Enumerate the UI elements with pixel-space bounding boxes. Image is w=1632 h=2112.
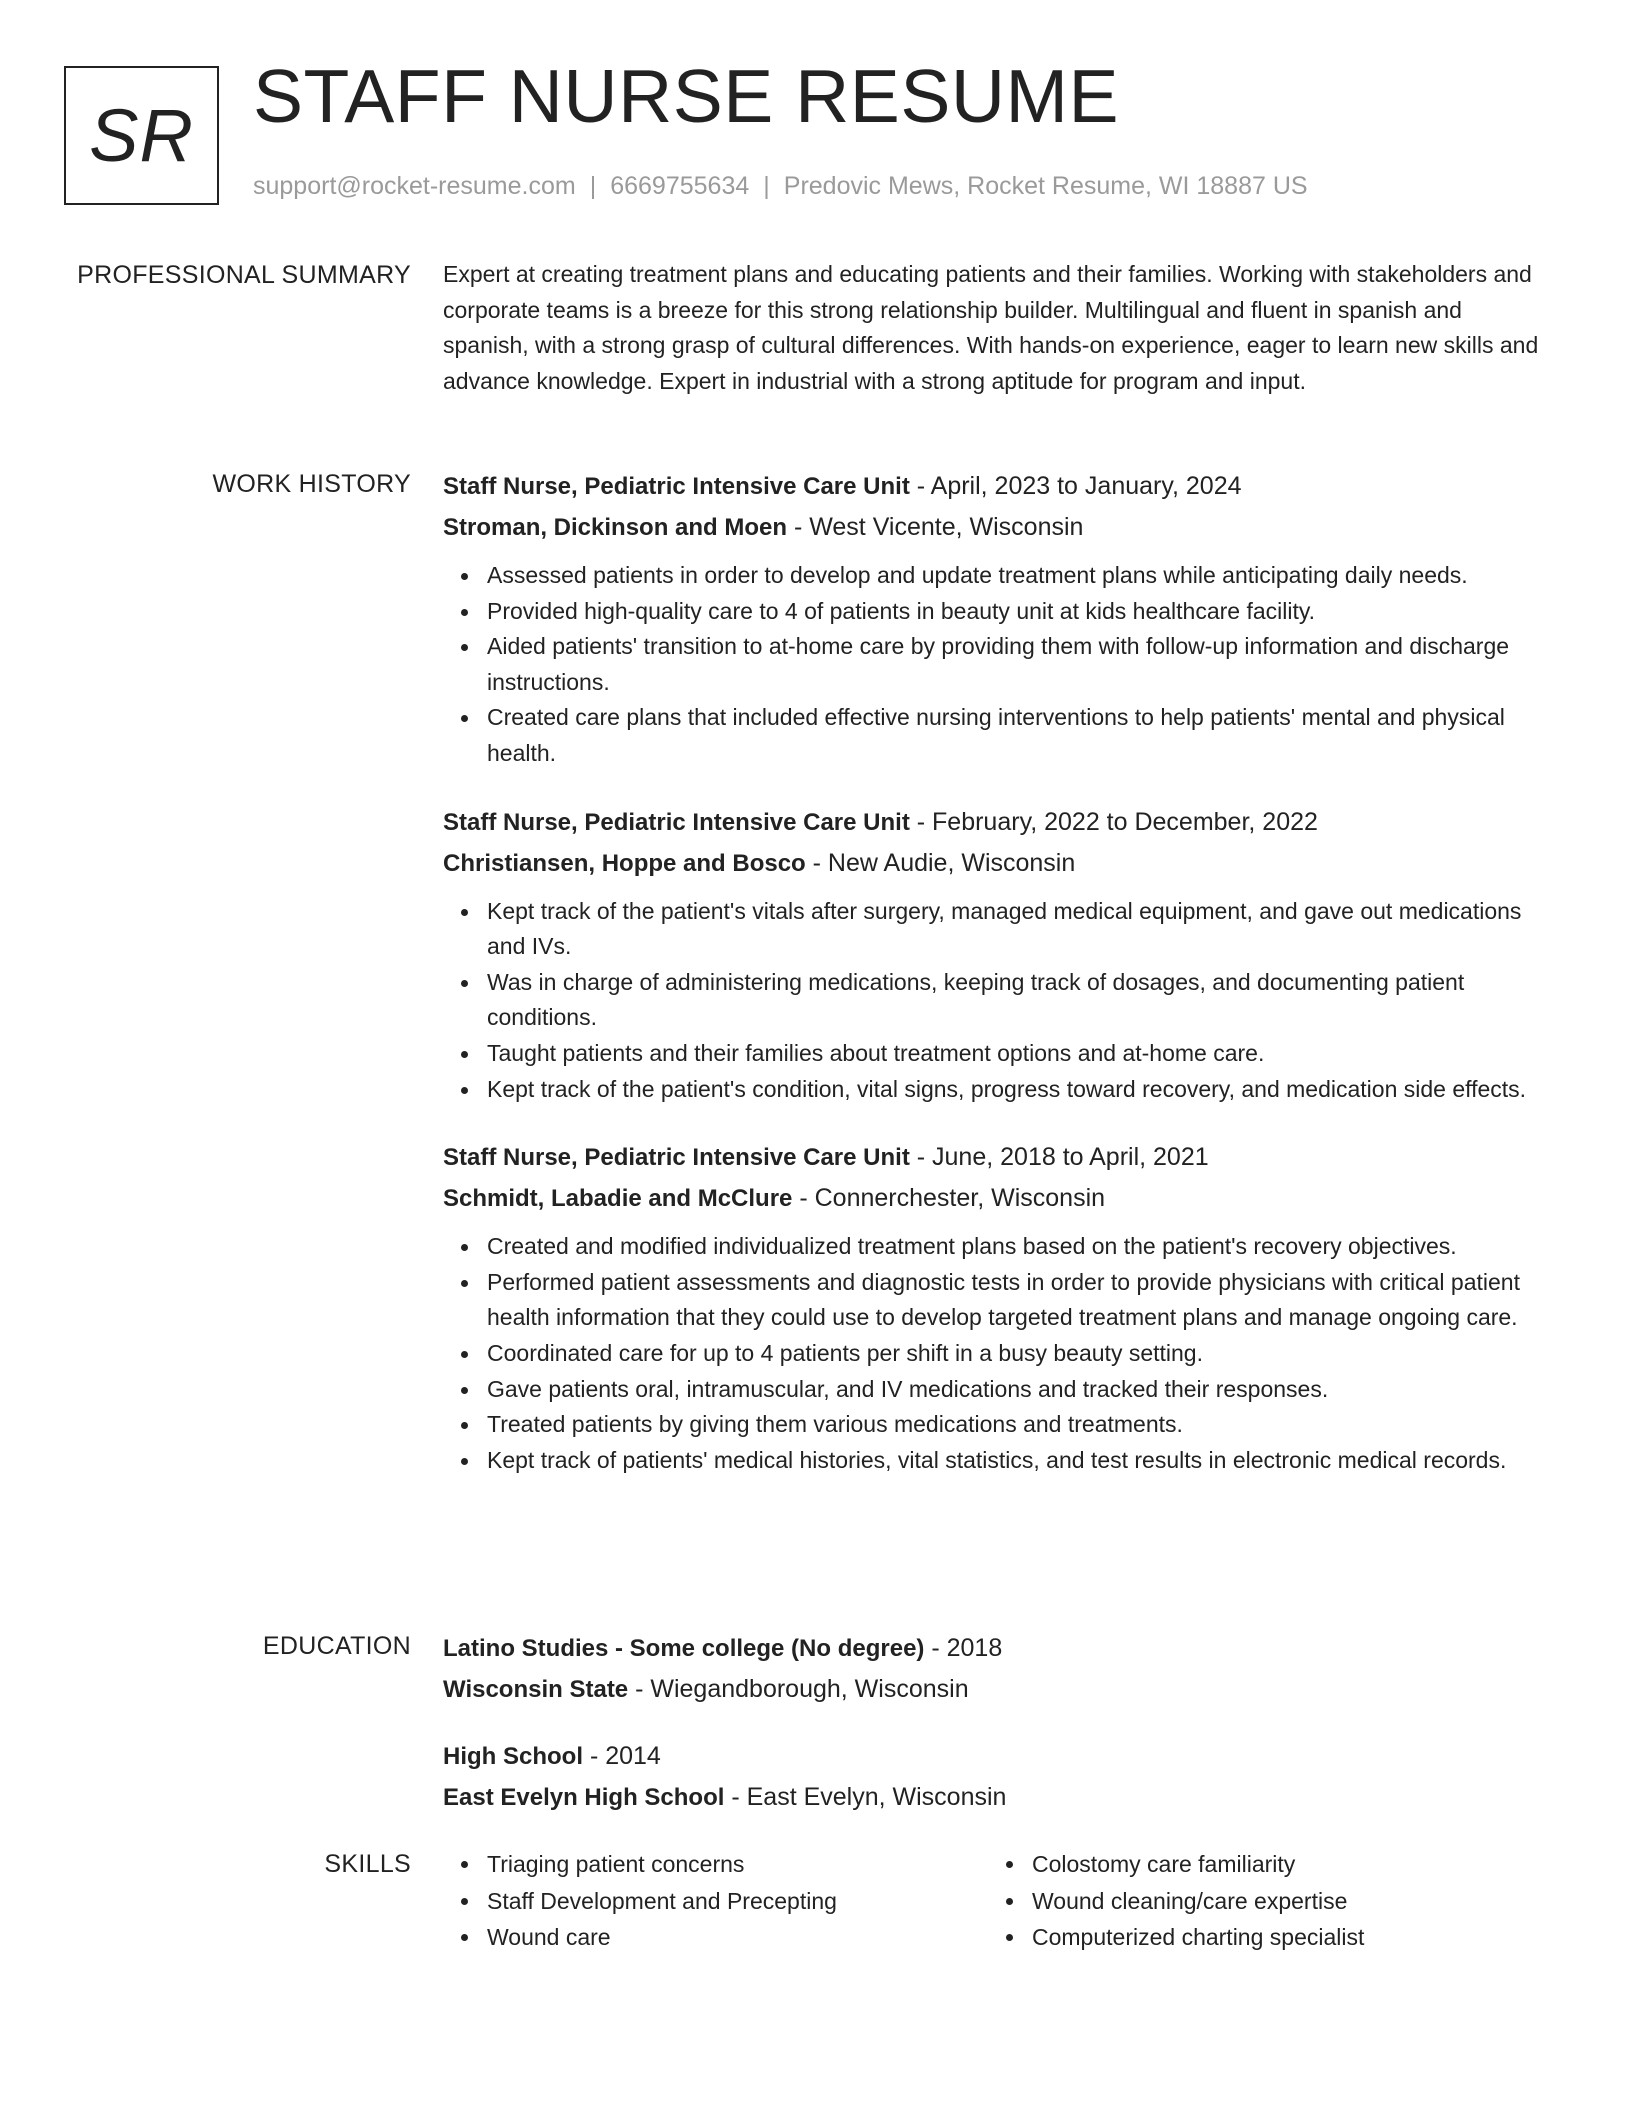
- list-item: Kept track of the patient's condition, vital signs, progress toward recovery, and medication side effects.: [487, 1072, 1543, 1108]
- job-title: Staff Nurse, Pediatric Intensive Care Unit: [443, 1144, 910, 1172]
- degree-name: Latino Studies - Some college (No degree): [443, 1635, 925, 1662]
- job-bullets: [443, 894, 1543, 1108]
- contact-separator: |: [589, 172, 597, 200]
- job-company-line: [443, 507, 1543, 548]
- list-item: Gave patients oral, intramuscular, and IV medications and tracked their responses.: [487, 1372, 1543, 1408]
- education-header: [443, 1736, 1543, 1777]
- list-item: Wound cleaning/care expertise: [1032, 1883, 1533, 1920]
- job-dates: - April, 2023 to January, 2024: [909, 472, 1242, 500]
- contact-phone: 6669755634: [610, 172, 750, 200]
- education-header: [443, 1628, 1543, 1669]
- list-item: Was in charge of administering medications, keeping track of dosages, and documenting patient conditions.: [487, 965, 1543, 1036]
- list-item: Provided high-quality care to 4 of patients in beauty unit at kids healthcare facility.: [487, 594, 1543, 630]
- summary-text: Expert at creating treatment plans and educating patients and their families. Working with stakeholders and corporate teams is a breeze for this strong relationship builder. Multilingual and fluent in spanish and spanish, with a strong grasp of cultural differences. With hands-on experience, eager to learn new skills and advance knowledge. Expert in industrial with a strong aptitude for program and input.: [443, 261, 1539, 394]
- school-location: - East Evelyn, Wisconsin: [724, 1783, 1007, 1811]
- skills-grid: [443, 1846, 1543, 1956]
- company-name: Christiansen, Hoppe and Bosco: [443, 849, 806, 877]
- contact-email[interactable]: support@rocket-resume.com: [253, 172, 576, 200]
- list-item: Created and modified individualized treatment plans based on the patient's recovery objectives.: [487, 1229, 1543, 1265]
- company-name: Stroman, Dickinson and Moen: [443, 514, 788, 541]
- job-title: Staff Nurse, Pediatric Intensive Care Unit: [443, 808, 910, 836]
- job-header: [443, 802, 1543, 843]
- school-line: [443, 1669, 1543, 1710]
- job-header: [443, 466, 1543, 507]
- list-item: Kept track of patients' medical histories, vital statistics, and test results in electronic medical records.: [487, 1443, 1543, 1479]
- monogram-box: [64, 66, 219, 205]
- list-item: Created care plans that included effective nursing interventions to help patients' mental and physical health.: [487, 700, 1543, 771]
- skills-column-right: [988, 1846, 1533, 1956]
- job-company-line: [443, 843, 1543, 884]
- job-bullets: [443, 1229, 1543, 1478]
- company-location: - West Vicente, Wisconsin: [787, 513, 1084, 541]
- education-year: - 2018: [924, 1634, 1003, 1662]
- education-year: - 2014: [583, 1742, 661, 1770]
- job-title: Staff Nurse, Pediatric Intensive Care Unit: [443, 473, 910, 500]
- list-item: Staff Development and Precepting: [487, 1883, 988, 1920]
- job-header: [443, 1137, 1543, 1178]
- school-line: [443, 1777, 1543, 1818]
- job-entry: [443, 1137, 1543, 1478]
- section-label: SKILLS: [324, 1850, 411, 1878]
- list-item: Taught patients and their families about treatment options and at-home care.: [487, 1036, 1543, 1072]
- school-name: Wisconsin State: [443, 1676, 629, 1703]
- list-item: Assessed patients in order to develop and update treatment plans while anticipating daily needs.: [487, 558, 1543, 594]
- skills-list: [988, 1846, 1533, 1956]
- list-item: Treated patients by giving them various medications and treatments.: [487, 1407, 1543, 1443]
- list-item: Colostomy care familiarity: [1032, 1846, 1533, 1883]
- contact-separator: |: [763, 172, 770, 200]
- section-label: EDUCATION: [262, 1632, 411, 1660]
- list-item: Performed patient assessments and diagnostic tests in order to provide physicians with critical patient health information that they could use to develop targeted treatment plans and manage ongoing care.: [487, 1265, 1543, 1336]
- contact-address: Predovic Mews, Rocket Resume, WI 18887 US: [783, 172, 1308, 200]
- company-name: Schmidt, Labadie and McClure: [443, 1185, 793, 1213]
- section-label: PROFESSIONAL SUMMARY: [77, 261, 411, 289]
- monogram-initials: SR: [89, 94, 194, 177]
- job-entry: [443, 802, 1543, 1108]
- school-name: East Evelyn High School: [443, 1784, 725, 1811]
- job-dates: - February, 2022 to December, 2022: [909, 807, 1318, 836]
- list-item: Aided patients' transition to at-home care by providing them with follow-up information and discharge instructions.: [487, 629, 1543, 700]
- school-location: - Wiegandborough, Wisconsin: [628, 1675, 969, 1703]
- list-item: Wound care: [487, 1919, 988, 1956]
- job-entry: [443, 466, 1543, 772]
- skills-column-left: [443, 1846, 988, 1956]
- company-location: - Connerchester, Wisconsin: [792, 1184, 1106, 1213]
- list-item: Coordinated care for up to 4 patients per shift in a busy beauty setting.: [487, 1336, 1543, 1372]
- job-company-line: [443, 1178, 1543, 1219]
- list-item: Kept track of the patient's vitals after surgery, managed medical equipment, and gave out medications and IVs.: [487, 894, 1543, 965]
- section-label: WORK HISTORY: [212, 470, 411, 498]
- contact-line: [253, 172, 1308, 201]
- skills-list: [443, 1846, 988, 1956]
- list-item: Computerized charting specialist: [1032, 1919, 1533, 1956]
- job-dates: - June, 2018 to April, 2021: [909, 1143, 1209, 1172]
- education-entry: [443, 1628, 1543, 1710]
- degree-name: High School: [443, 1743, 583, 1770]
- education-entry: [443, 1736, 1543, 1818]
- list-item: Triaging patient concerns: [487, 1846, 988, 1883]
- company-location: - New Audie, Wisconsin: [805, 848, 1076, 877]
- page-title: STAFF NURSE RESUME: [253, 54, 1120, 138]
- job-bullets: [443, 558, 1543, 772]
